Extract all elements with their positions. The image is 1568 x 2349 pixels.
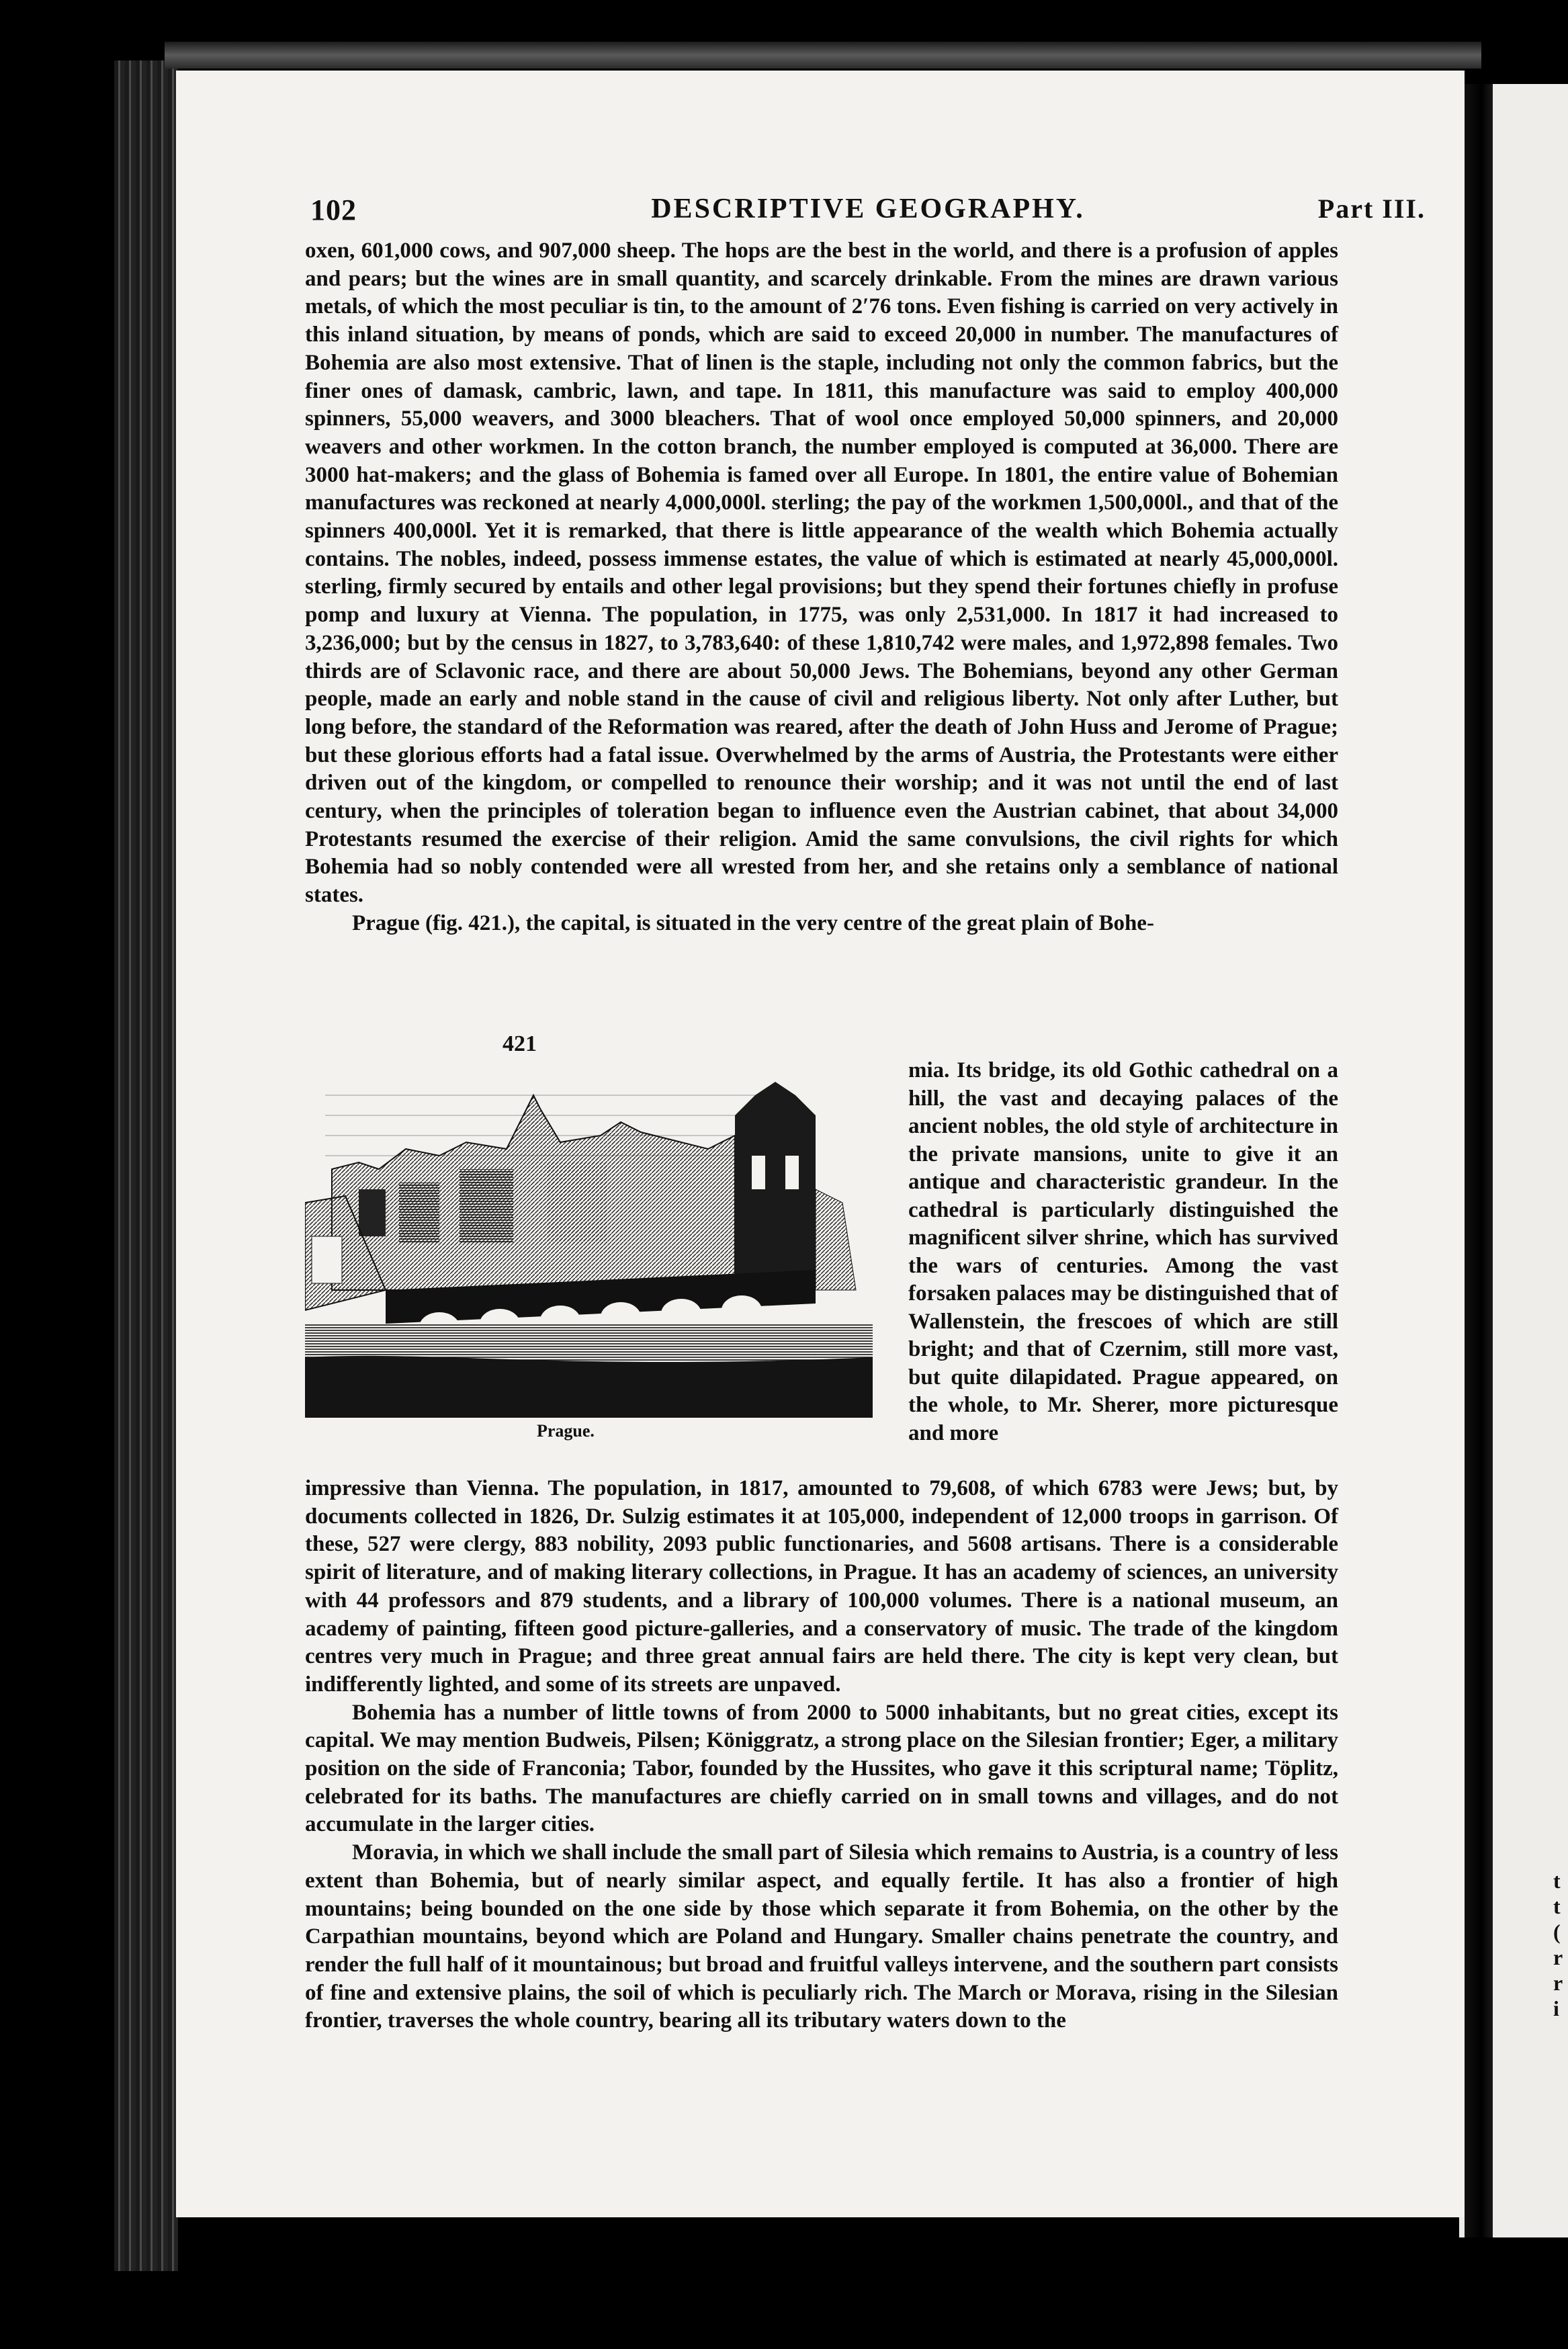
- edge-char: t: [1553, 1894, 1561, 1918]
- page-header: [310, 193, 1426, 233]
- paragraph: Moravia, in which we shall include the small part of Silesia which remains to Austria, is a country of less extent than Bohemia, but of nearly similar aspect, and equally fertile. It has also a frontier of high mountains; being bounded on the one side by those which separate it from Bohemia, on the other by the Carpathian mountains, beyond which are Poland and Hungary. Smaller chains penetrate the country, and render the full half of it mountainous; but broad and fruitful valleys intervene, and the southern part consists of fine and extensive plains, the soil of which is peculiarly rich. The March or Morava, rising in the Silesian frontier, traverses the whole country, bearing all its tributary waters down to the: [305, 1840, 1338, 2033]
- part-label: Part III.: [1317, 194, 1426, 224]
- figure-side-column: mia. Its bridge, its old Gothic cathedral on a hill, the vast and decaying palaces of the ancient nobles, the old style of architecture in the private mansions, unite to give it an antique and characteristic grandeur. In the cathedral is particularly distinguished the magnificent silver shrine, which has survived the wars of centuries. Among the vast forsaken palaces may be distinguished that of Wallenstein, the frescoes of which are still bright; and that of Czernim, still more vast, but quite dilapidated. Prague appeared, on the whole, to Mr. Sherer, more picturesque and more: [908, 1058, 1338, 1445]
- book-spine-shadow: [114, 60, 178, 2271]
- prague-engraving: [305, 1068, 873, 1418]
- body-text-top: [305, 237, 1338, 938]
- paragraph: impressive than Vienna. The population, in 1817, amounted to 79,608, of which 6783 were Jews; but, by documents collected in 1826, Dr. Sulzig estimates it at 105,000, independent of 12,000 troops in garrison. Of these, 527 were clergy, 883 nobility, 2093 public functionaries, and 5608 artisans. There is a considerable spirit of literature, and of making literary collections, in Prague. It has an academy of sciences, an university with 44 professors and 879 students, and a library of 100,000 volumes. There is a national museum, an academy of painting, fifteen good picture-galleries, and a conservatory of music. The trade of the kingdom centres very much in Prague; and three great annual fairs are held there. The city is kept very clean, but indifferently lighted, and some of its streets are unpaved.: [305, 1476, 1338, 1697]
- page-gutter: [1465, 84, 1493, 2237]
- scanner-frame-top: [165, 42, 1481, 69]
- page-number: 102: [310, 194, 357, 226]
- book-page: [176, 71, 1465, 2217]
- edge-char: i: [1553, 1996, 1559, 2020]
- figure-421: [305, 1031, 873, 1448]
- edge-char: r: [1553, 1945, 1563, 1969]
- prague-lead-line: Prague (fig. 421.), the capital, is situated in the very centre of the great plain of Bohe-: [352, 910, 1154, 935]
- edge-char: t: [1553, 1869, 1561, 1893]
- figure-number: 421: [503, 1031, 537, 1056]
- paragraph: oxen, 601,000 cows, and 907,000 sheep. The hops are the best in the world, and there is a profusion of apples and pears; but the wines are in small quantity, and scarcely drinkable. From the mines are drawn various metals, of which the most peculiar is tin, to the amount of 2ʹ76 tons. Even fishing is carried on very actively in this inland situation, by means of ponds, which are said to exceed 20,000 in number. The manufactures of Bohemia are also most extensive. That of linen is the staple, including not only the common fabrics, but the finer ones of damask, cambric, lawn, and tape. In 1811, this manufacture was said to employ 400,000 spinners, 55,000 weavers, and 3000 bleachers. That of wool once employed 50,000 spinners, and 20,000 weavers and other workmen. In the cotton branch, the number employed is computed at 36,000. There are 3000 hat-makers; and the glass of Bohemia is famed over all Europe. In 1801, the entire value of Bohemian manufactures was reckoned at nearly 4,000,000l. sterling; the pay of the workmen 1,500,000l., and that of the spinners 400,000l. Yet it is remarked, that there is little appearance of the wealth which Bohemia actually contains. The nobles, indeed, possess immense estates, the value of which is estimated at nearly 45,000,000l. sterling, firmly secured by entails and other legal provisions; but they spend their fortunes chiefly in profuse pomp and luxury at Vienna. The population, in 1775, was only 2,531,000. In 1817 it had increased to 3,236,000; but by the census in 1827, to 3,783,640: of these 1,810,742 were males, and 1,972,898 females. Two thirds are of Sclavonic race, and there are about 50,000 Jews. The Bohemians, beyond any other German people, made an early and noble stand in the cause of civil and religious liberty. Not only after Luther, but long before, the standard of the Reformation was reared, after the death of John Huss and Jerome of Prague; but these glorious efforts had a fatal issue. Overwhelmed by the arms of Austria, the Protestants were either driven out of the kingdom, or compelled to renounce their worship; and it was not until the end of last century, when the principles of toleration began to influence even the Austrian cabinet, that about 34,000 Protestants resumed the exercise of their religion. Amid the same convulsions, the civil rights for which Bohemia had so nobly contended were all wrested from her, and she retains only a semblance of national states.: [305, 239, 1338, 908]
- paragraph: Bohemia has a number of little towns of from 2000 to 5000 inhabitants, but no great cities, except its capital. We may mention Budweis, Pilsen; Königgratz, a strong place on the Silesian frontier; Eger, a military position on the side of Franconia; Tabor, founded by the Hussites, who gave it this scriptural name; Töplitz, celebrated for its baths. The manufactures are chiefly carried on in small towns and villages, and do not accumulate in the larger cities.: [305, 1700, 1338, 1837]
- edge-char: (: [1553, 1920, 1561, 1944]
- body-text-bottom: [305, 1475, 1338, 2035]
- edge-char: r: [1553, 1971, 1563, 1995]
- figure-caption: Prague.: [537, 1421, 595, 1441]
- facing-page-characters: [1553, 1868, 1568, 2021]
- running-title: DESCRIPTIVE GEOGRAPHY.: [651, 194, 1085, 224]
